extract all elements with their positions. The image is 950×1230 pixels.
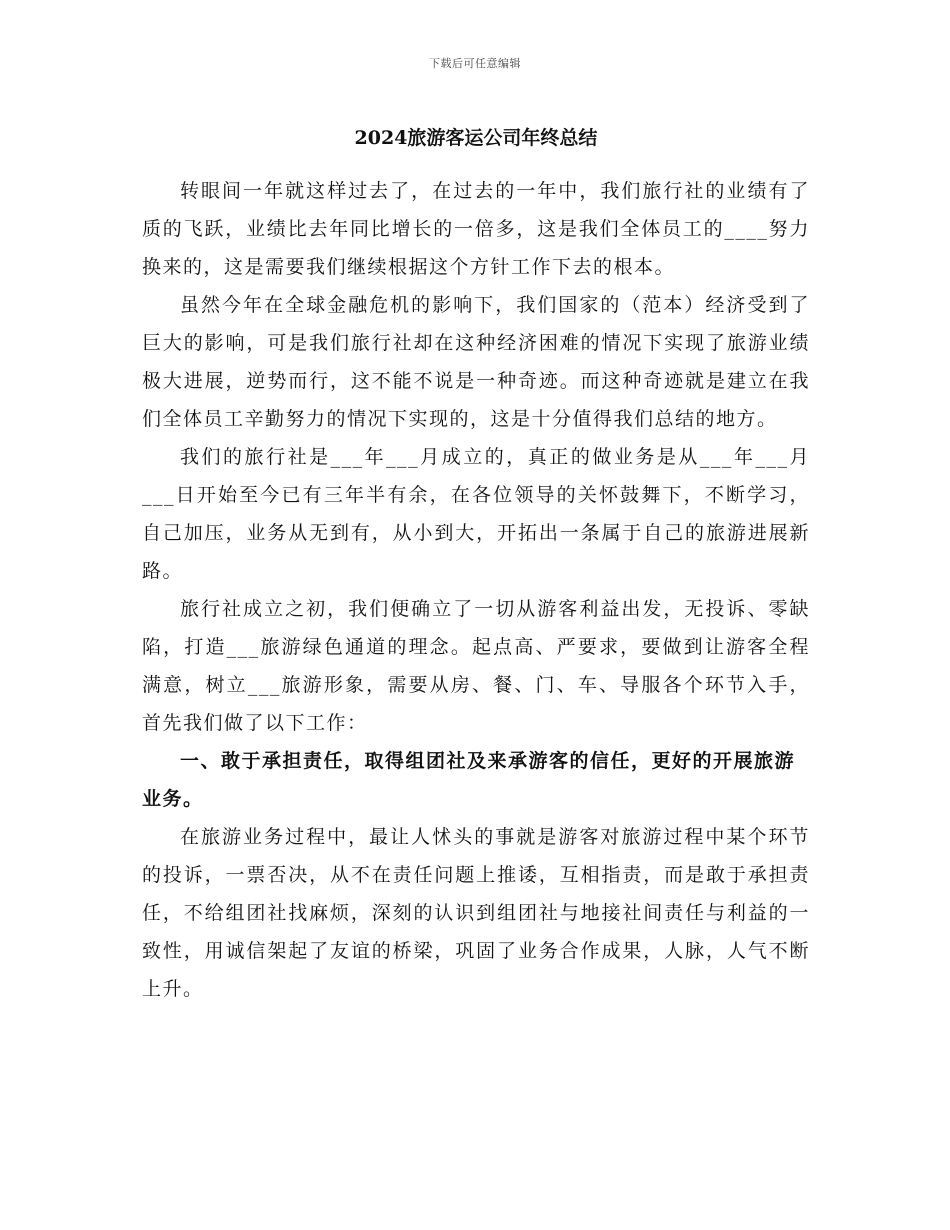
paragraph-intro: 转眼间一年就这样过去了，在过去的一年中，我们旅行社的业绩有了质的飞跃，业绩比去年同比增长的一倍多，这是我们全体员工的____努力换来的，这是需要我们继续根据这个方针工作下去的根本。 [142,180,810,278]
paragraph-responsibility: 在旅游业务过程中，最让人怵头的事就是游客对旅游过程中某个环节的投诉，一票否决，从不在责任问题上推诿，互相指责，而是敢于承担责任，不给组团社找麻烦，深刻的认识到组团社与地接社间责任与利益的一致性，用诚信架起了友谊的桥梁，巩固了业务合作成果，人脉，人气不断上升。 [142,826,810,1000]
paragraph-founding: 我们的旅行社是___年___月成立的，真正的做业务是从___年___月___日开始至今已有三年半有余，在各位领导的关怀鼓舞下，不断学习，自己加压，业务从无到有，从小到大，开拓出一条属于自己的旅游进展新路。 [142,446,810,582]
paragraph-philosophy: 旅行社成立之初，我们便确立了一切从游客利益出发，无投诉、零缺陷，打造___旅游绿色通道的理念。起点高、严要求，要做到让游客全程满意，树立___旅游形象，需要从房、餐、门、车、导服各个环节入手，首先我们做了以下工作： [142,598,810,734]
section-heading-1: 一、敢于承担责任，取得组团社及来承游客的信任，更好的开展旅游业务。 [142,750,796,810]
paragraph-financial-crisis: 虽然今年在全球金融危机的影响下，我们国家的（范本）经济受到了巨大的影响，可是我们旅行社却在这种经济困难的情况下实现了旅游业绩极大进展，逆势而行，这不能不说是一种奇迹。而这种奇迹就是建立在我们全体员工辛勤努力的情况下实现的，这是十分值得我们总结的地方。 [142,294,810,430]
page-header-note: 下载后可任意编辑 [429,57,521,70]
document-title: 2024旅游客运公司年终总结 [354,127,598,149]
document-body [142,120,810,1008]
